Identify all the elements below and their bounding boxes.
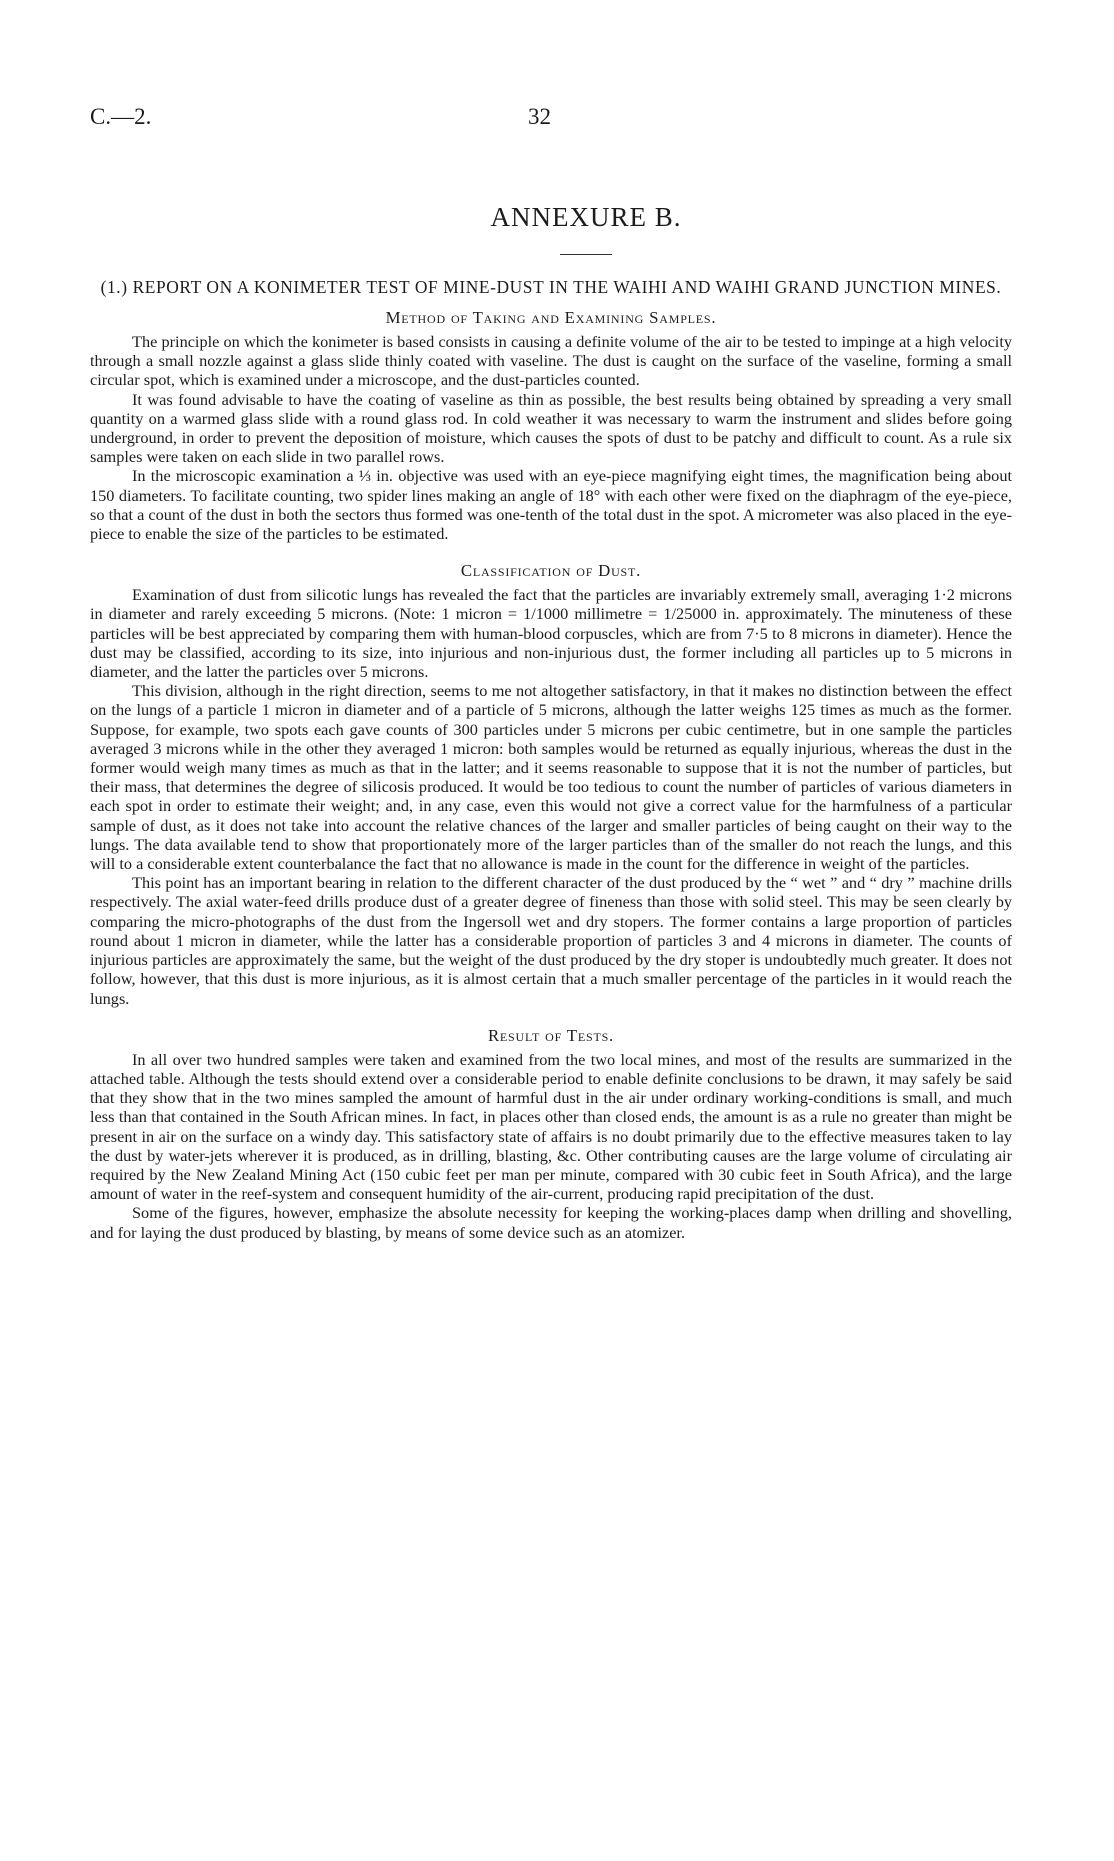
paragraph: Some of the figures, however, emphasize the absolute necessity for keeping the working-places damp when drilling and shovelling, and for laying the dust produced by blasting, by means of some device such as an atomizer. [90, 1203, 1012, 1242]
page-header [90, 104, 1012, 144]
section-heading: Classification of Dust. [460, 561, 642, 581]
paragraph: This division, although in the right direction, seems to me not altogether satisfactory, in that it makes no distinction between the effect on the lungs of a particle 1 micron in diameter and of a particle of 5 microns, although the latter weighs 125 times as much as the former. Suppose, for example, two spots each gave counts of 300 particles under 5 microns per cubic centimetre, but in one sample the particles averaged 3 microns while in the other they averaged 1 micron: both samples would be returned as equally injurious, whereas the dust in the former would weigh many times as much as that in the latter; and it seems reasonable to suppose that it is not the number of particles, but their mass, that determines the degree of silicosis produced. It would be too tedious to count the number of particles of various diameters in each spot in order to estimate their weight; and, in any case, even this would not give a correct value for the harmfulness of a particular sample of dust, as it does not take into account the relative chances of the larger and smaller particles of being caught on their way to the lungs. The data available tend to show that proportionately more of the larger particles than of the smaller do not reach the lungs, and this will to a considerable extent counterbalance the fact that no allowance is made in the count for the difference in weight of the particles. [90, 681, 1012, 874]
title-divider [560, 254, 612, 255]
section-method [90, 308, 1012, 543]
report-title: (1.) REPORT ON A KONIMETER TEST OF MINE-DUST IN THE WAIHI AND WAIHI GRAND JUNCTION MINES. [100, 277, 1002, 297]
document-page [90, 104, 1012, 1242]
paragraph: In the microscopic examination a ⅓ in. objective was used with an eye-piece magnifying eight times, the magnification being about 150 diameters. To facilitate counting, two spider lines making an angle of 18° with each other were fixed on the diaphragm of the eye-piece, so that a count of the dust in both the sectors thus formed was one-tenth of the total dust in the spot. A micrometer was also placed in the eye-piece to enable the size of the particles to be estimated. [90, 466, 1012, 544]
section-results [90, 1026, 1012, 1242]
paragraph: In all over two hundred samples were taken and examined from the two local mines, and most of the results are summarized in the attached table. Although the tests should extend over a considerable period to enable definite conclusions to be drawn, it may safely be said that they show that in the two mines sampled the amount of harmful dust in the air under ordinary working-conditions is small, and much less than that contained in the South African mines. In fact, in places other than closed ends, the amount is as a rule no greater than might be present in air on the surface on a windy day. This satisfactory state of affairs is no doubt primarily due to the effective measures taken to lay the dust by water-jets wherever it is produced, as in drilling, blasting, &c. Other contributing causes are the large volume of circulating air required by the New Zealand Mining Act (150 cubic feet per man per minute, compared with 30 cubic feet in South Africa), and the large amount of water in the reef-system and consequent humidity of the air-current, producing rapid precipitation of the dust. [90, 1049, 1012, 1204]
section-heading: Method of Taking and Examining Samples. [385, 308, 717, 327]
section-heading: Result of Tests. [487, 1025, 615, 1045]
paragraph: This point has an important bearing in relation to the different character of the dust produced by the “ wet ” and “ dry ” machine drills respectively. The axial water-feed drills produce dust of a greater degree of fineness than those with solid steel. This may be seen clearly by comparing the micro-photographs of the dust from the Ingersoll wet and dry stopers. The former contains a large proportion of particles round about 1 micron in diameter, while the latter has a considerable proportion of particles 3 and 4 microns in diameter. The counts of injurious particles are approximately the same, but the weight of the dust produced by the dry stoper is undoubtedly much greater. It does not follow, however, that this dust is more injurious, as it is almost certain that a much smaller percentage of the particles in it would reach the lungs. [90, 873, 1012, 1008]
annexure-title: ANNEXURE B. [490, 202, 682, 232]
page-number: 32 [528, 104, 551, 129]
paragraph: Examination of dust from silicotic lungs has revealed the fact that the particles are invariably extremely small, averaging 1·2 microns in diameter and rarely exceeding 5 microns. (Note: 1 micron = 1/1000 millimetre = 1/25000 in. approximately. The minuteness of these particles will be best appreciated by comparing them with human-blood corpuscles, which are from 7·5 to 8 microns in diameter). Hence the dust may be classified, according to its size, into injurious and non-injurious dust, the former including all particles up to 5 microns in diameter, and the latter the particles over 5 microns. [90, 585, 1012, 682]
paragraph: It was found advisable to have the coating of vaseline as thin as possible, the best results being obtained by spreading a very small quantity on a warmed glass slide with a round glass rod. In cold weather it was necessary to warm the instrument and slides before going underground, in order to prevent the deposition of moisture, which causes the spots of dust to be patchy and difficult to count. As a rule six samples were taken on each slide in two parallel rows. [90, 389, 1012, 467]
section-classification [90, 561, 1012, 1007]
document-code: C.—2. [90, 104, 152, 129]
paragraph: The principle on which the konimeter is based consists in causing a definite volume of the air to be tested to impinge at a high velocity through a small nozzle against a glass slide thinly coated with vaseline. The dust is caught on the surface of the vaseline, forming a small circular spot, which is examined under a microscope, and the dust-particles counted. [90, 332, 1012, 390]
